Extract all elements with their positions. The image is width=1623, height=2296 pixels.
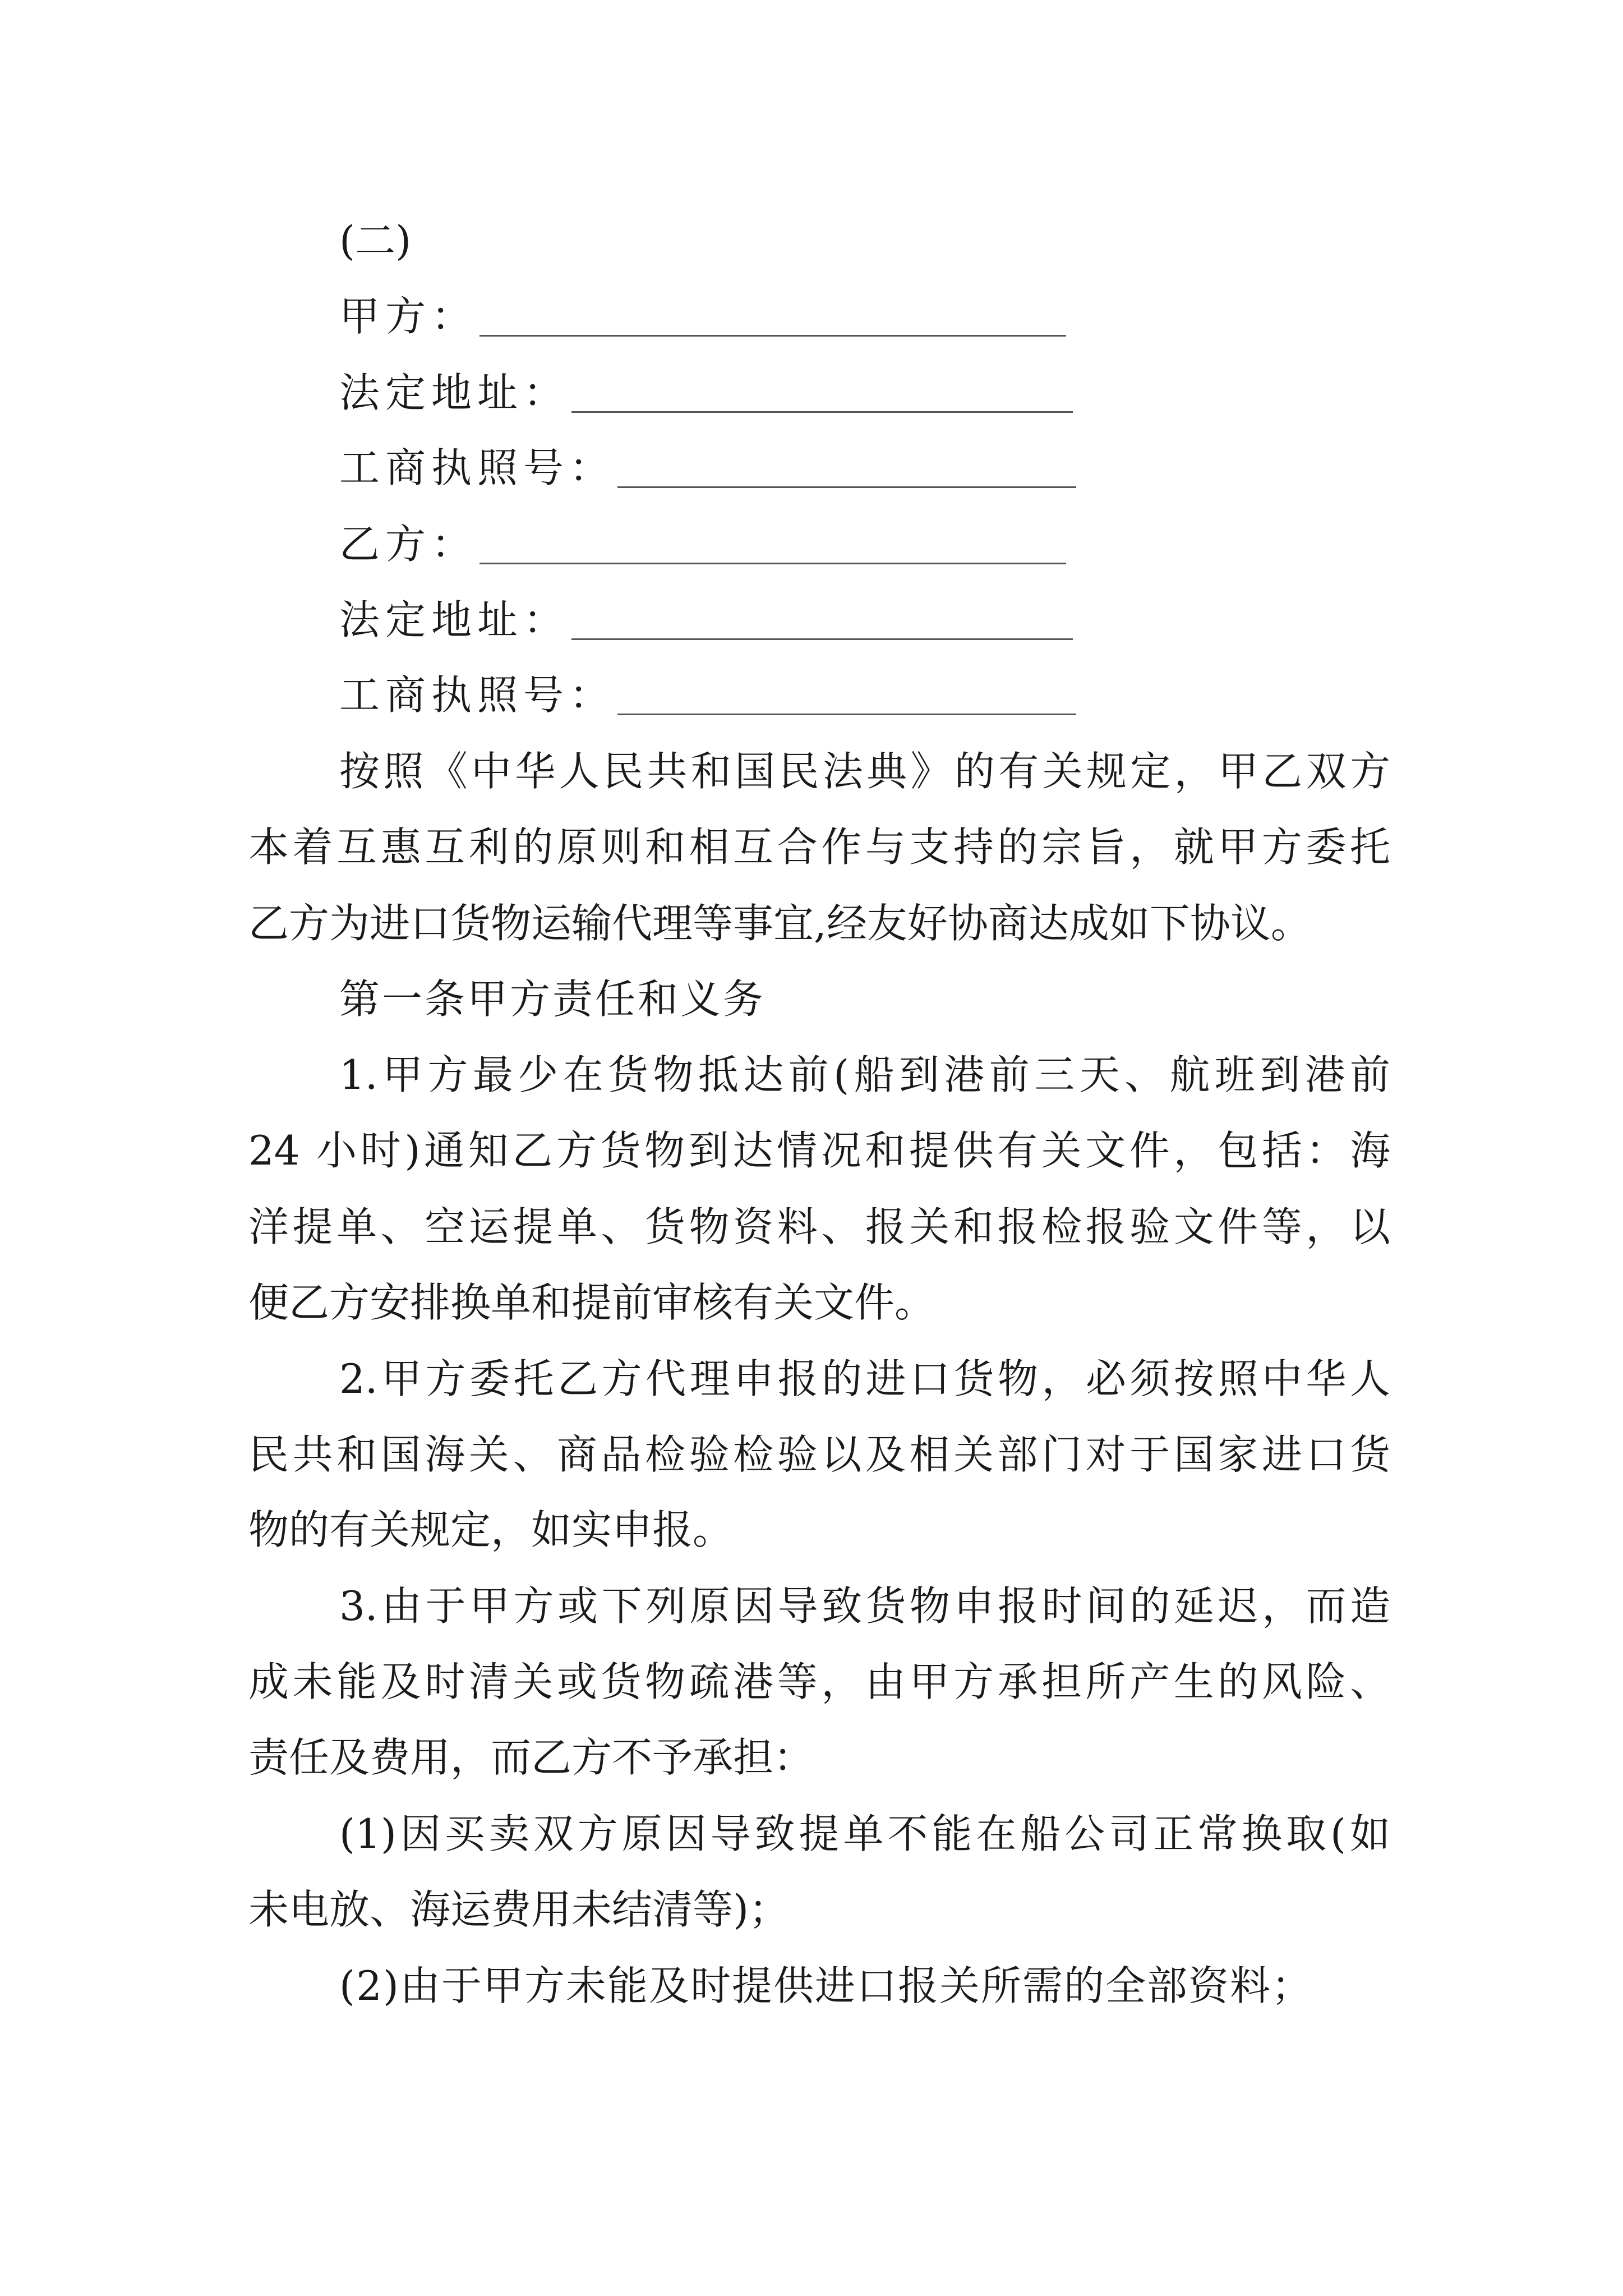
party-b-license-field (339, 671, 1076, 719)
item3-line-1: 3.由于甲方或下列原因导致货物申报时间的延迟，而造 (339, 1582, 1390, 1630)
item1-line-3: 洋提单、空运提单、货物资料、报关和报检报验文件等，以 (248, 1203, 1390, 1250)
party-b-address-field (339, 596, 1073, 643)
article-one-title: 第一条甲方责任和义务 (339, 976, 766, 1023)
item2-line-3: 物的有关规定，如实申报。 (248, 1506, 734, 1553)
sub1-line-2: 未电放、海运费用未结清等)； (248, 1886, 790, 1933)
party-b-blank (479, 530, 1066, 564)
item1-line-4: 便乙方安排换单和提前审核有关文件。 (248, 1279, 935, 1326)
party-a-license-blank (617, 454, 1076, 488)
party-b-address-label: 法定地址： (339, 596, 570, 643)
item3-line-3: 责任及费用，而乙方不予承担： (248, 1734, 814, 1781)
party-b-field (339, 521, 1066, 568)
item2-line-2: 民共和国海关、商品检验检验以及相关部门对于国家进口货 (248, 1431, 1390, 1478)
intro-line-3: 乙方为进口货物运输代理等事宜,经友好协商达成如下协议。 (248, 900, 1311, 947)
party-b-license-blank (617, 681, 1076, 715)
party-a-license-label: 工商执照号： (339, 444, 616, 491)
party-a-label: 甲方： (339, 293, 478, 340)
sub1-line-1: (1)因买卖双方原因导致提单不能在船公司正常换取(如 (339, 1810, 1390, 1857)
party-a-address-field (339, 369, 1073, 416)
item2-line-1: 2.甲方委托乙方代理申报的进口货物，必须按照中华人 (339, 1355, 1390, 1402)
sub2-line-1: (2)由于甲方未能及时提供进口报关所需的全部资料； (339, 1962, 1313, 2009)
party-b-address-blank (571, 606, 1073, 640)
party-a-address-blank (571, 379, 1073, 413)
item1-line-1: 1.甲方最少在货物抵达前(船到港前三天、航班到港前 (339, 1051, 1390, 1098)
section-marker (339, 217, 412, 264)
party-a-blank (479, 302, 1066, 337)
item3-line-2: 成未能及时清关或货物疏港等，由甲方承担所产生的风险、 (248, 1658, 1390, 1705)
party-a-address-label: 法定地址： (339, 369, 570, 416)
party-a-field (339, 293, 1066, 340)
item1-line-2: 24 小时)通知乙方货物到达情况和提供有关文件，包括：海 (248, 1127, 1390, 1174)
party-b-license-label: 工商执照号： (339, 671, 616, 719)
section-marker-text: (二) (339, 217, 412, 264)
intro-line-1: 按照《中华人民共和国民法典》的有关规定，甲乙双方 (339, 748, 1390, 795)
party-a-license-field (339, 444, 1076, 491)
intro-line-2: 本着互惠互利的原则和相互合作与支持的宗旨，就甲方委托 (248, 823, 1390, 871)
party-b-label: 乙方： (339, 521, 478, 568)
